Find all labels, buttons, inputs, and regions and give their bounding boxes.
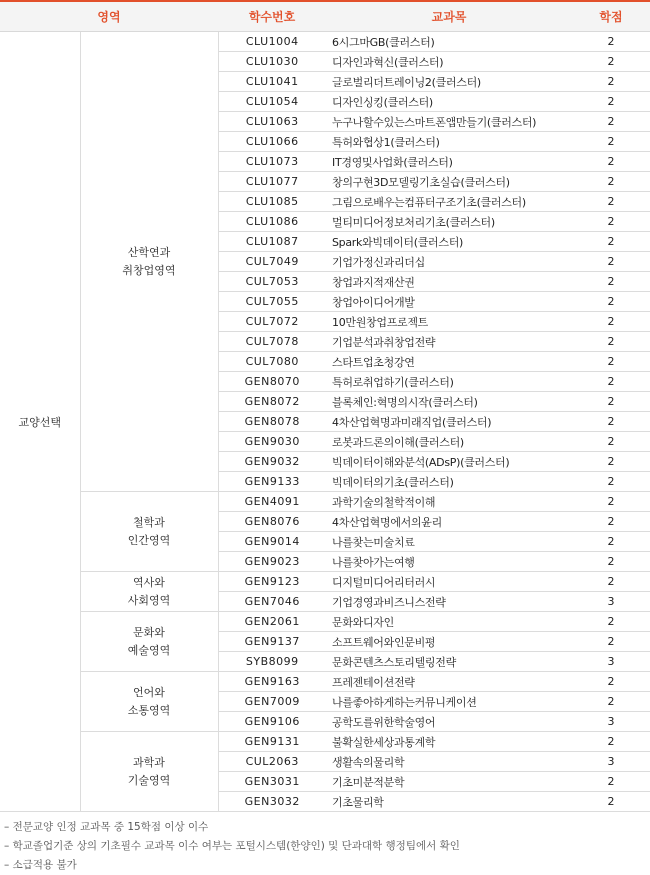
credit-cell: 2 (572, 792, 650, 812)
area-cell (80, 32, 218, 492)
credit-cell: 2 (572, 312, 650, 332)
credit-cell: 2 (572, 492, 650, 512)
course-code-cell: CLU1085 (218, 192, 326, 212)
course-code-cell: GEN2061 (218, 612, 326, 632)
course-name-cell: 나를찾아가는여행 (326, 552, 572, 572)
credit-cell: 2 (572, 772, 650, 792)
area-label: 언어와 소통영역 (127, 685, 171, 717)
course-name-cell: 생활속의물리학 (326, 752, 572, 772)
table-row (0, 732, 650, 752)
course-name-cell: IT경영및사업화(클러스터) (326, 152, 572, 172)
course-code-cell: GEN8072 (218, 392, 326, 412)
course-code-cell: CUL7055 (218, 292, 326, 312)
table-row (0, 492, 650, 512)
course-code-cell: SYB8099 (218, 652, 326, 672)
course-name-cell: 공학도를위한학술영어 (326, 712, 572, 732)
course-name-cell: 멀티미디어정보처리기초(클러스터) (326, 212, 572, 232)
course-name-cell: 문화와디자인 (326, 612, 572, 632)
course-name-cell: 디자인과혁신(클러스터) (326, 52, 572, 72)
credit-cell: 2 (572, 472, 650, 492)
course-code-cell: CUL7072 (218, 312, 326, 332)
header-course-name: 교과목 (326, 1, 572, 32)
course-name-cell: 기업가정신과리더십 (326, 252, 572, 272)
course-code-cell: CLU1086 (218, 212, 326, 232)
course-name-cell: 기업분석과취창업전략 (326, 332, 572, 352)
table-header-row (0, 1, 650, 32)
course-name-cell: Spark와빅데이터(클러스터) (326, 232, 572, 252)
credit-cell: 2 (572, 32, 650, 52)
credit-cell: 3 (572, 592, 650, 612)
credit-cell: 2 (572, 132, 650, 152)
credit-cell: 2 (572, 532, 650, 552)
course-code-cell: GEN9133 (218, 472, 326, 492)
course-code-cell: CUL7078 (218, 332, 326, 352)
area-cell (80, 672, 218, 732)
course-code-cell: CUL7049 (218, 252, 326, 272)
course-name-cell: 누구나할수있는스마트폰앱만들기(클러스터) (326, 112, 572, 132)
course-code-cell: CLU1054 (218, 92, 326, 112)
area-cell (80, 732, 218, 812)
credit-cell: 2 (572, 432, 650, 452)
credit-cell: 2 (572, 572, 650, 592)
course-name-cell: 그림으로배우는컴퓨터구조기초(클러스터) (326, 192, 572, 212)
credit-cell: 2 (572, 112, 650, 132)
course-code-cell: GEN8078 (218, 412, 326, 432)
course-code-cell: CLU1004 (218, 32, 326, 52)
course-name-cell: 특허로취업하기(클러스터) (326, 372, 572, 392)
credit-cell: 2 (572, 52, 650, 72)
credit-cell: 2 (572, 672, 650, 692)
credit-cell: 2 (572, 292, 650, 312)
course-code-cell: GEN7046 (218, 592, 326, 612)
credit-cell: 2 (572, 72, 650, 92)
course-name-cell: 과학기술의철학적이해 (326, 492, 572, 512)
credit-cell: 2 (572, 692, 650, 712)
course-name-cell: 6시그마GB(클러스터) (326, 32, 572, 52)
course-code-cell: GEN9163 (218, 672, 326, 692)
credit-cell: 2 (572, 252, 650, 272)
course-name-cell: 프레젠테이션전략 (326, 672, 572, 692)
area-label: 역사와 사회영역 (127, 575, 171, 607)
top-area-cell: 교양선택 (0, 32, 80, 812)
course-code-cell: GEN9030 (218, 432, 326, 452)
course-code-cell: CUL7080 (218, 352, 326, 372)
course-name-cell: 10만원창업프로젝트 (326, 312, 572, 332)
credit-cell: 2 (572, 392, 650, 412)
course-table-body (0, 32, 650, 812)
course-code-cell: GEN9106 (218, 712, 326, 732)
course-code-cell: GEN8070 (218, 372, 326, 392)
credit-cell: 2 (572, 452, 650, 472)
course-code-cell: GEN8076 (218, 512, 326, 532)
credit-cell: 2 (572, 632, 650, 652)
notes (0, 818, 650, 875)
course-code-cell: GEN7009 (218, 692, 326, 712)
course-code-cell: CLU1073 (218, 152, 326, 172)
credit-cell: 2 (572, 332, 650, 352)
table-row (0, 672, 650, 692)
credit-cell: 2 (572, 172, 650, 192)
credit-cell: 2 (572, 212, 650, 232)
credit-cell: 2 (572, 552, 650, 572)
credit-cell: 2 (572, 272, 650, 292)
area-cell (80, 492, 218, 572)
header-credit: 학점 (572, 1, 650, 32)
credit-cell: 3 (572, 712, 650, 732)
course-name-cell: 기초물리학 (326, 792, 572, 812)
course-name-cell: 빅데이터의기초(클러스터) (326, 472, 572, 492)
area-label: 문화와 예술영역 (127, 625, 171, 657)
course-name-cell: 창업아이디어개발 (326, 292, 572, 312)
course-name-cell: 나를좋아하게하는커뮤니케이션 (326, 692, 572, 712)
course-code-cell: GEN9131 (218, 732, 326, 752)
area-label: 산학연과 취창업영역 (122, 245, 176, 277)
credit-cell: 2 (572, 732, 650, 752)
credit-cell: 2 (572, 512, 650, 532)
note-item: – 소급적용 불가 (4, 859, 77, 871)
course-name-cell: 빅데이터이해와분석(ADsP)(클러스터) (326, 452, 572, 472)
table-row (0, 32, 650, 52)
header-course-code: 학수번호 (218, 1, 326, 32)
course-code-cell: GEN9137 (218, 632, 326, 652)
area-label: 과학과 기술영역 (127, 755, 171, 787)
area-label: 철학과 인간영역 (127, 515, 171, 547)
course-code-cell: GEN9014 (218, 532, 326, 552)
course-name-cell: 4차산업혁명과미래직업(클러스터) (326, 412, 572, 432)
course-code-cell: CLU1077 (218, 172, 326, 192)
course-name-cell: 기초미분적분학 (326, 772, 572, 792)
credit-cell: 3 (572, 752, 650, 772)
note-item: – 학교졸업기준 상의 기초필수 교과목 이수 여부는 포털시스템(한양인) 및 단과대학 행정팀에서 확인 (4, 840, 460, 852)
area-cell (80, 612, 218, 672)
course-code-cell: CLU1041 (218, 72, 326, 92)
credit-cell: 2 (572, 192, 650, 212)
course-name-cell: 창의구현3D모델링기초실습(클러스터) (326, 172, 572, 192)
credit-cell: 2 (572, 352, 650, 372)
course-name-cell: 스타트업초청강연 (326, 352, 572, 372)
course-code-cell: CUL7053 (218, 272, 326, 292)
area-cell (80, 572, 218, 612)
table-row (0, 572, 650, 592)
course-name-cell: 블록체인:혁명의시작(클러스터) (326, 392, 572, 412)
course-name-cell: 로봇과드론의이해(클러스터) (326, 432, 572, 452)
course-name-cell: 창업과지적재산권 (326, 272, 572, 292)
course-name-cell: 문화콘텐츠스토리텔링전략 (326, 652, 572, 672)
header-area: 영역 (0, 1, 218, 32)
credit-cell: 2 (572, 232, 650, 252)
course-name-cell: 나를찾는미술치료 (326, 532, 572, 552)
note-item: – 전문교양 인정 교과목 중 15학점 이상 이수 (4, 821, 209, 833)
course-code-cell: CLU1087 (218, 232, 326, 252)
course-code-cell: GEN9123 (218, 572, 326, 592)
course-name-cell: 디지털미디어리터러시 (326, 572, 572, 592)
course-code-cell: CUL2063 (218, 752, 326, 772)
course-name-cell: 불확실한세상과통계학 (326, 732, 572, 752)
credit-cell: 2 (572, 372, 650, 392)
course-code-cell: CLU1063 (218, 112, 326, 132)
course-code-cell: GEN9023 (218, 552, 326, 572)
course-code-cell: GEN9032 (218, 452, 326, 472)
course-code-cell: GEN3032 (218, 792, 326, 812)
course-name-cell: 특허와협상1(클러스터) (326, 132, 572, 152)
credit-cell: 3 (572, 652, 650, 672)
table-row (0, 612, 650, 632)
course-code-cell: GEN4091 (218, 492, 326, 512)
course-code-cell: CLU1030 (218, 52, 326, 72)
credit-cell: 2 (572, 412, 650, 432)
credit-cell: 2 (572, 92, 650, 112)
course-name-cell: 기업경영과비즈니스전략 (326, 592, 572, 612)
credit-cell: 2 (572, 152, 650, 172)
course-code-cell: GEN3031 (218, 772, 326, 792)
course-name-cell: 글로벌리더트레이닝2(클러스터) (326, 72, 572, 92)
course-name-cell: 디자인싱킹(클러스터) (326, 92, 572, 112)
credit-cell: 2 (572, 612, 650, 632)
course-code-cell: CLU1066 (218, 132, 326, 152)
course-name-cell: 소프트웨어와인문비평 (326, 632, 572, 652)
course-name-cell: 4차산업혁명에서의윤리 (326, 512, 572, 532)
